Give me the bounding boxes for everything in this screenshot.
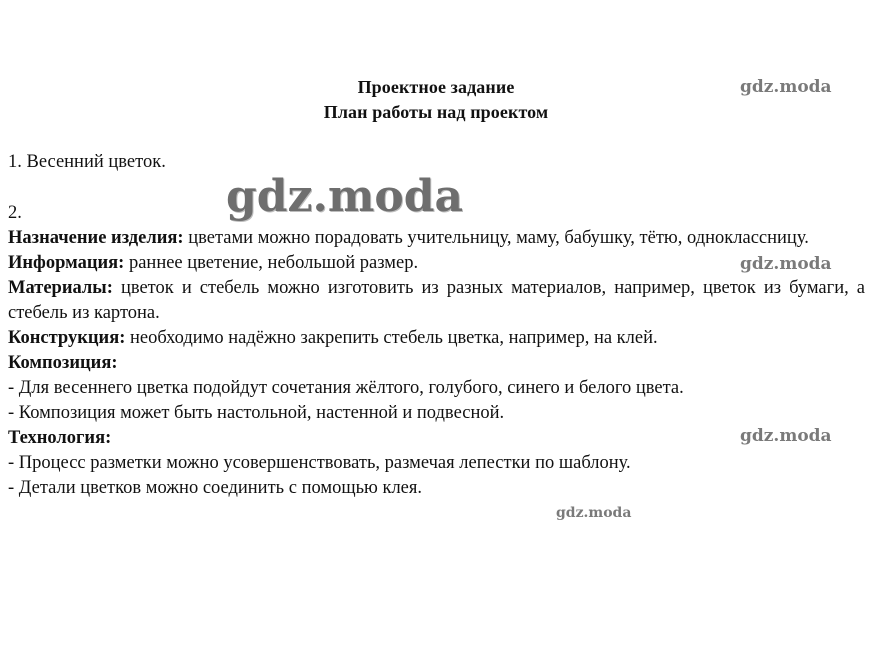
materials-paragraph <box>8 276 865 326</box>
watermark-small: gdz.moda <box>740 426 832 446</box>
info-text: раннее цветение, небольшой размер. <box>124 253 419 273</box>
page-title: Проектное задание <box>357 77 515 97</box>
page-subtitle: План работы над проектом <box>323 102 549 122</box>
composition-heading <box>8 351 865 376</box>
materials-text: цветок и стебель можно изготовить из разных материалов, например, цветок из бумаги, а стебель из картона. <box>8 278 865 323</box>
purpose-paragraph <box>8 226 865 251</box>
technology-line-2: - Детали цветков можно соединить с помощью клея. <box>8 478 423 498</box>
technology-line-1: - Процесс разметки можно усовершенствовать, размечая лепестки по шаблону. <box>8 453 631 473</box>
composition-line-1: - Для весеннего цветка подойдут сочетания жёлтого, голубого, синего и белого цвета. <box>8 378 684 398</box>
technology-label: Технология: <box>8 428 112 448</box>
purpose-label: Назначение изделия: <box>8 228 184 248</box>
watermark-small: gdz.moda <box>740 77 832 97</box>
construction-label: Конструкция: <box>8 328 126 348</box>
composition-line-2: - Композиция может быть настольной, настенной и подвесной. <box>8 403 505 423</box>
construction-text: необходимо надёжно закрепить стебель цветка, например, на клей. <box>125 328 658 348</box>
composition-label: Композиция: <box>8 353 118 373</box>
purpose-text: цветами можно порадовать учительницу, маму, бабушку, тётю, одноклассницу. <box>183 228 809 248</box>
info-paragraph <box>8 251 865 276</box>
construction-paragraph <box>8 326 865 351</box>
materials-label: Материалы: <box>8 278 113 298</box>
info-label: Информация: <box>8 253 125 273</box>
watermark-large: gdz.moda <box>226 171 464 222</box>
item-2: 2. <box>8 203 22 223</box>
watermark-small: gdz.moda <box>740 254 832 274</box>
technology-heading <box>8 426 865 451</box>
watermark-small: gdz.moda <box>556 505 632 521</box>
item-1: 1. Весенний цветок. <box>8 152 166 172</box>
